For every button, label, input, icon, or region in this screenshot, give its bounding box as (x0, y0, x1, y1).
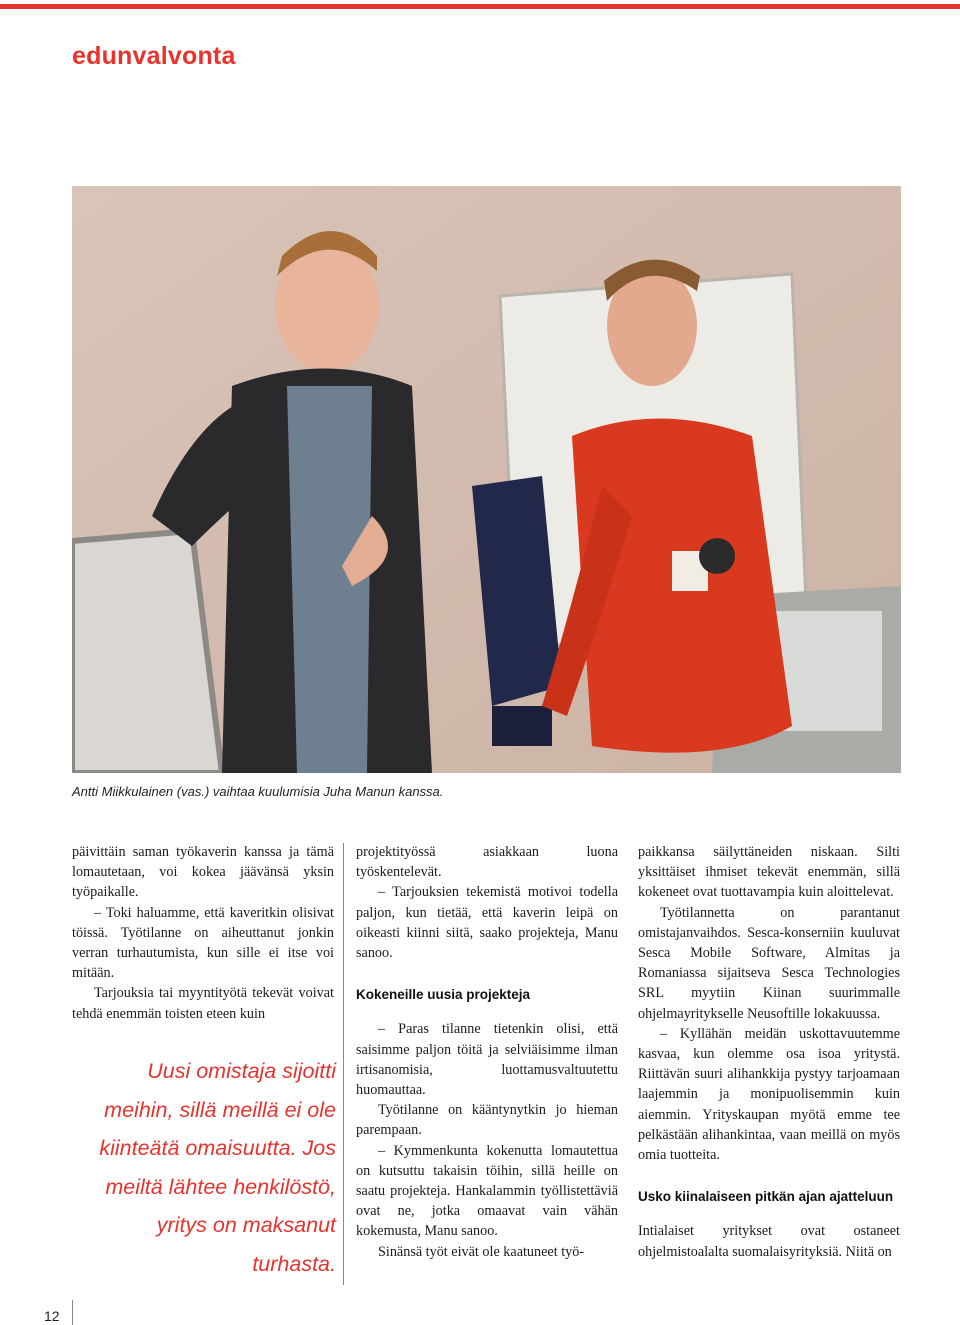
header-rule (0, 4, 960, 9)
subheading: Kokeneille uusia projekteja (356, 987, 531, 1003)
text-column-2 (356, 842, 618, 1262)
section-title: edunvalvonta (72, 42, 236, 70)
paragraph: – Tarjouksien tekemistä motivoi todella paljon, kun tietää, että kaverin leipä on oikeasti kiinni siitä, saako projekteja, Manu sanoo. (356, 884, 618, 962)
paragraph: päivittäin saman työkaverin kanssa ja tämä lomautetaan, voi kokea jäävänsä yksin työpaikalle. (72, 844, 334, 901)
text-column-3 (638, 842, 900, 1262)
paragraph: projektityössä asiakkaan luona työskentelevät. (356, 844, 618, 881)
page-number: 12 (44, 1308, 60, 1324)
paragraph: – Kyllähän meidän uskottavuutemme kasvaa, kun olemme osa isoa yritystä. Riittävän suuri alihankkija pystyy tarjoamaan laajemmin ja monipuolisemmin kuin aiemmin. Yrityskaupan myötä emme tee pelkästään alihankintaa, vaan meillä on myös omia tuotteita. (638, 1025, 900, 1164)
paragraph: paikkansa säilyttäneiden niskaan. Silti yksittäiset ihmiset tekevät enemmän, sillä kokeneet ovat tuottavampia kuin aloittelevat. (638, 844, 900, 901)
paragraph: – Paras tilanne tietenkin olisi, että saisimme paljon töitä ja selviäisimme ilman irtisanomisia, luottamusvaltuutettu huomauttaa. (356, 1021, 618, 1099)
paragraph: – Toki haluamme, että kaveritkin olisivat töissä. Työtilanne on aiheuttanut jonkin verran turhautumista, kun sille ei itse voi mitään. (72, 904, 334, 982)
paragraph: Sinänsä työt eivät ole kaatuneet työ- (378, 1243, 585, 1260)
paragraph: Työtilanne on kääntynytkin jo hieman parempaan. (356, 1102, 618, 1139)
paragraph: Tarjouksia tai myyntityötä tekevät voivat tehdä enemmän toisten eteen kuin (72, 985, 334, 1022)
paragraph: – Kymmenkunta kokenutta lomautettua on kutsuttu takaisin töihin, sillä heille on saatu projekteja. Hankalammin työllistettäviä ovat ne, jotka omaavat vain vähän kokemusta, Manu sanoo. (356, 1142, 618, 1240)
paragraph: Työtilannetta on parantanut omistajanvaihdos. Sesca-konserniin kuuluvat Sesca Mobile Software, Almitas ja Romaniassa sijaitseva Sesca Technologies SRL myytiin Kiinan suurimmalle ohjelmayritykselle Neusoftille lokakuussa. (638, 904, 900, 1022)
folio-rule (72, 1300, 73, 1325)
text-column-1 (72, 842, 334, 1024)
paragraph: Intialaiset yritykset ovat ostaneet ohjelmistoalalta suomalaisyrityksiä. Niitä on (638, 1223, 900, 1260)
photo-caption: Antti Miikkulainen (vas.) vaihtaa kuulumisia Juha Manun kanssa. (72, 784, 444, 799)
column-divider (343, 843, 344, 1285)
article-photo (72, 186, 901, 773)
pull-quote: Uusi omistaja sijoitti meihin, sillä meillä ei ole kiinteätä omaisuutta. Jos meiltä lähtee henkilöstö, yritys on maksanut turhasta. (99, 1059, 336, 1276)
subheading: Usko kiinalaiseen pitkän ajan ajatteluun (638, 1189, 894, 1205)
